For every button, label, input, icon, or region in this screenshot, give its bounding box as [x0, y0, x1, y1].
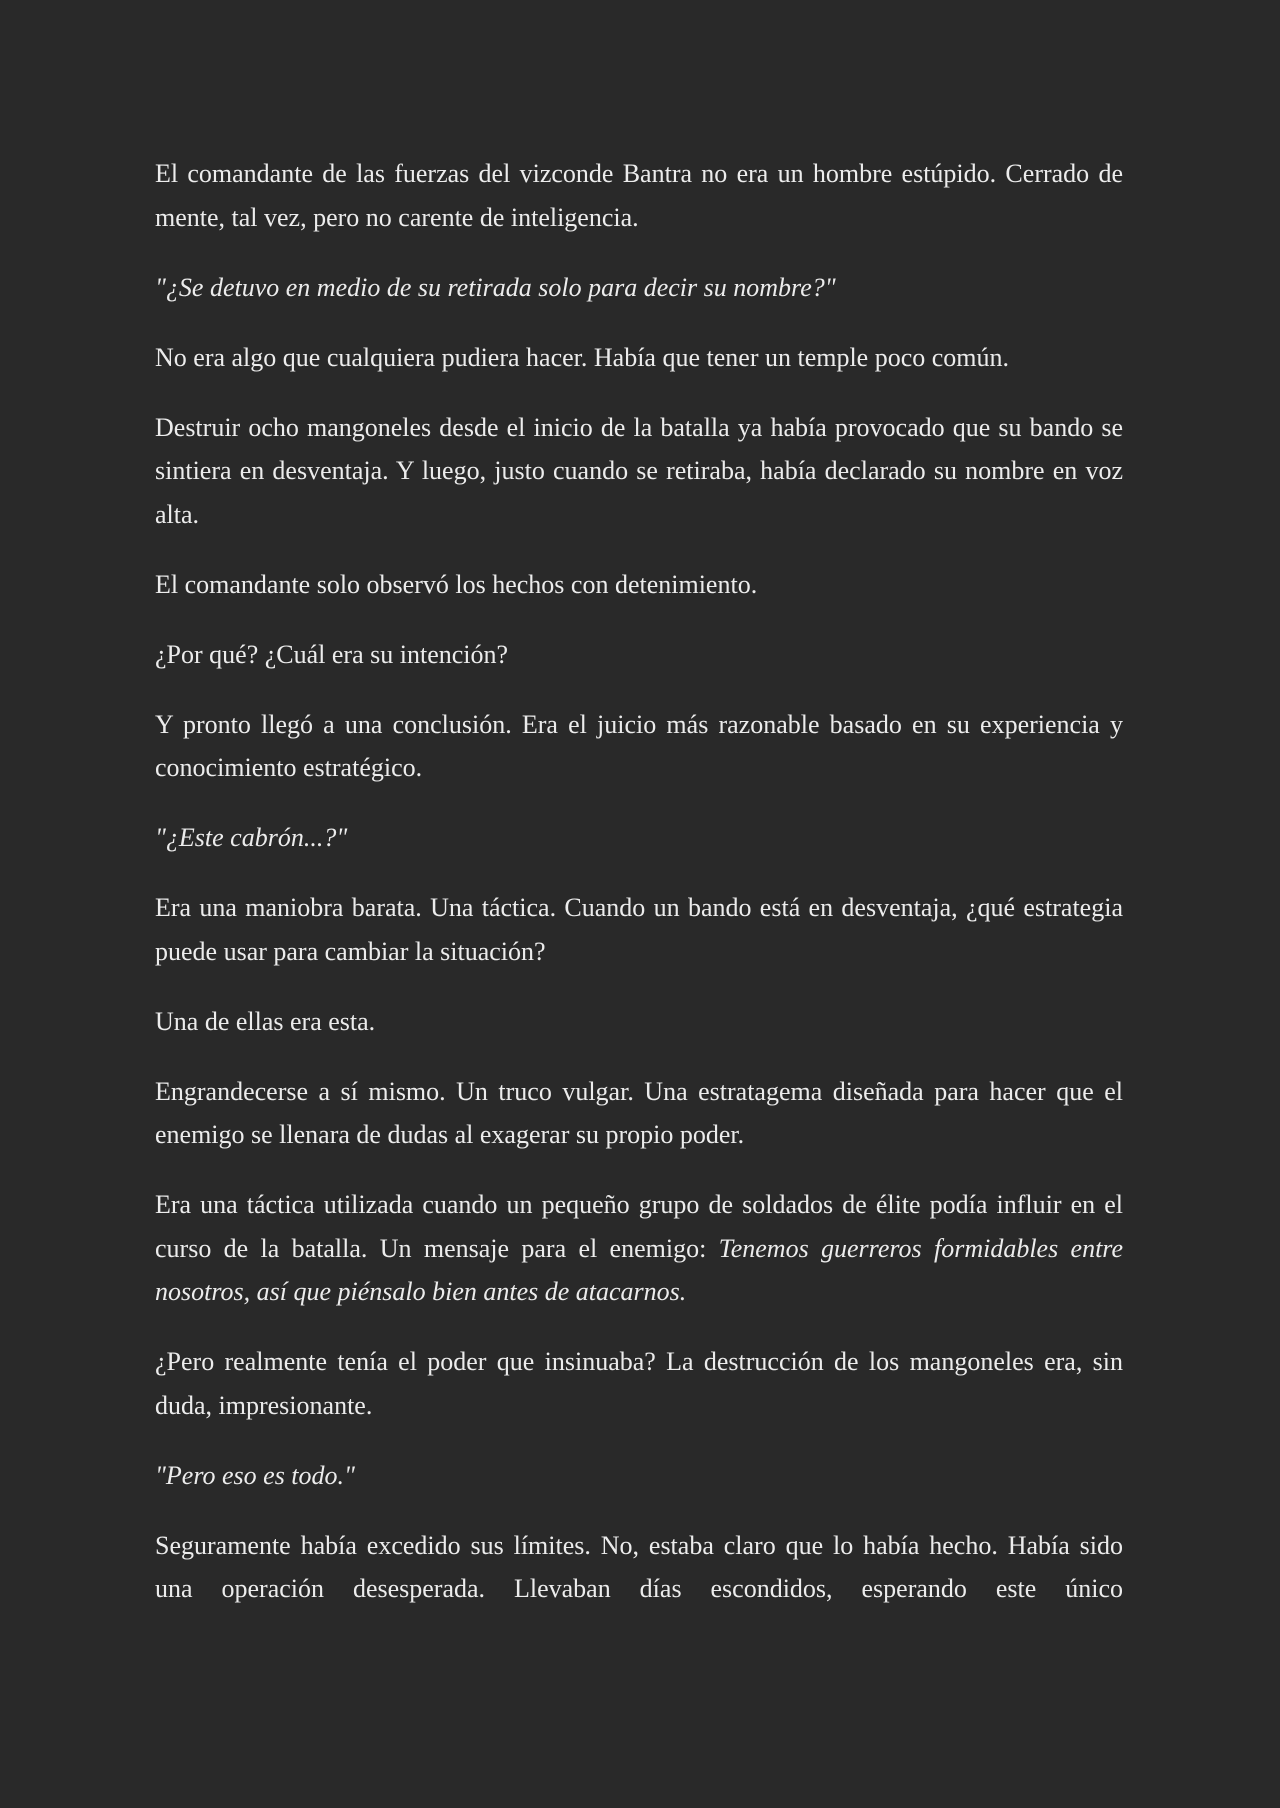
paragraph-7: Y pronto llegó a una conclusión. Era el juicio más razonable basado en su experiencia y conocimiento estratégico.	[155, 709, 1123, 782]
paragraph-2-dialogue: "¿Se detuvo en medio de su retirada solo para decir su nombre?"	[155, 272, 836, 302]
paragraph-12-text: Era una táctica utilizada cuando un pequeño grupo de soldados de élite podía influir en el curso de la batalla. Un mensaje para el enemigo:	[155, 1190, 1123, 1263]
paragraph-9: Era una maniobra barata. Una táctica. Cuando un bando está en desventaja, ¿qué estrategia puede usar para cambiar la situación?	[155, 893, 1123, 966]
paragraph-3: No era algo que cualquiera pudiera hacer. Había que tener un temple poco común.	[155, 342, 1010, 372]
paragraph-12-emphasis: Tenemos guerreros formidables entre nosotros, así que piénsalo bien antes de atacarnos.	[155, 1233, 1123, 1306]
paragraph-8-dialogue: "¿Este cabrón...?"	[155, 823, 348, 852]
paragraph-6: ¿Por qué? ¿Cuál era su intención?	[155, 639, 509, 669]
paragraph-12	[155, 1183, 1123, 1314]
chapter-text	[155, 152, 1123, 1637]
paragraph-13: ¿Pero realmente tenía el poder que insinuaba? La destrucción de los mangoneles era, sin duda, impresionante.	[155, 1347, 1123, 1420]
paragraph-14-dialogue: "Pero eso es todo."	[155, 1460, 355, 1490]
paragraph-4: Destruir ocho mangoneles desde el inicio de la batalla ya había provocado que su bando se sintiera en desventaja. Y luego, justo cuando se retiraba, había declarado su nombre en voz alta.	[155, 412, 1123, 529]
paragraph-5: El comandante solo observó los hechos con detenimiento.	[155, 569, 758, 599]
paragraph-10: Una de ellas era esta.	[155, 1006, 376, 1036]
paragraph-11: Engrandecerse a sí mismo. Un truco vulgar. Una estratagema diseñada para hacer que el enemigo se llenara de dudas al exagerar su propio poder.	[155, 1076, 1123, 1149]
paragraph-15: Seguramente había excedido sus límites. No, estaba claro que lo había hecho. Había sido una operación desesperada. Llevaban días escondidos, esperando este único	[155, 1530, 1123, 1603]
paragraph-1: El comandante de las fuerzas del vizconde Bantra no era un hombre estúpido. Cerrado de mente, tal vez, pero no carente de inteligencia.	[155, 159, 1123, 232]
